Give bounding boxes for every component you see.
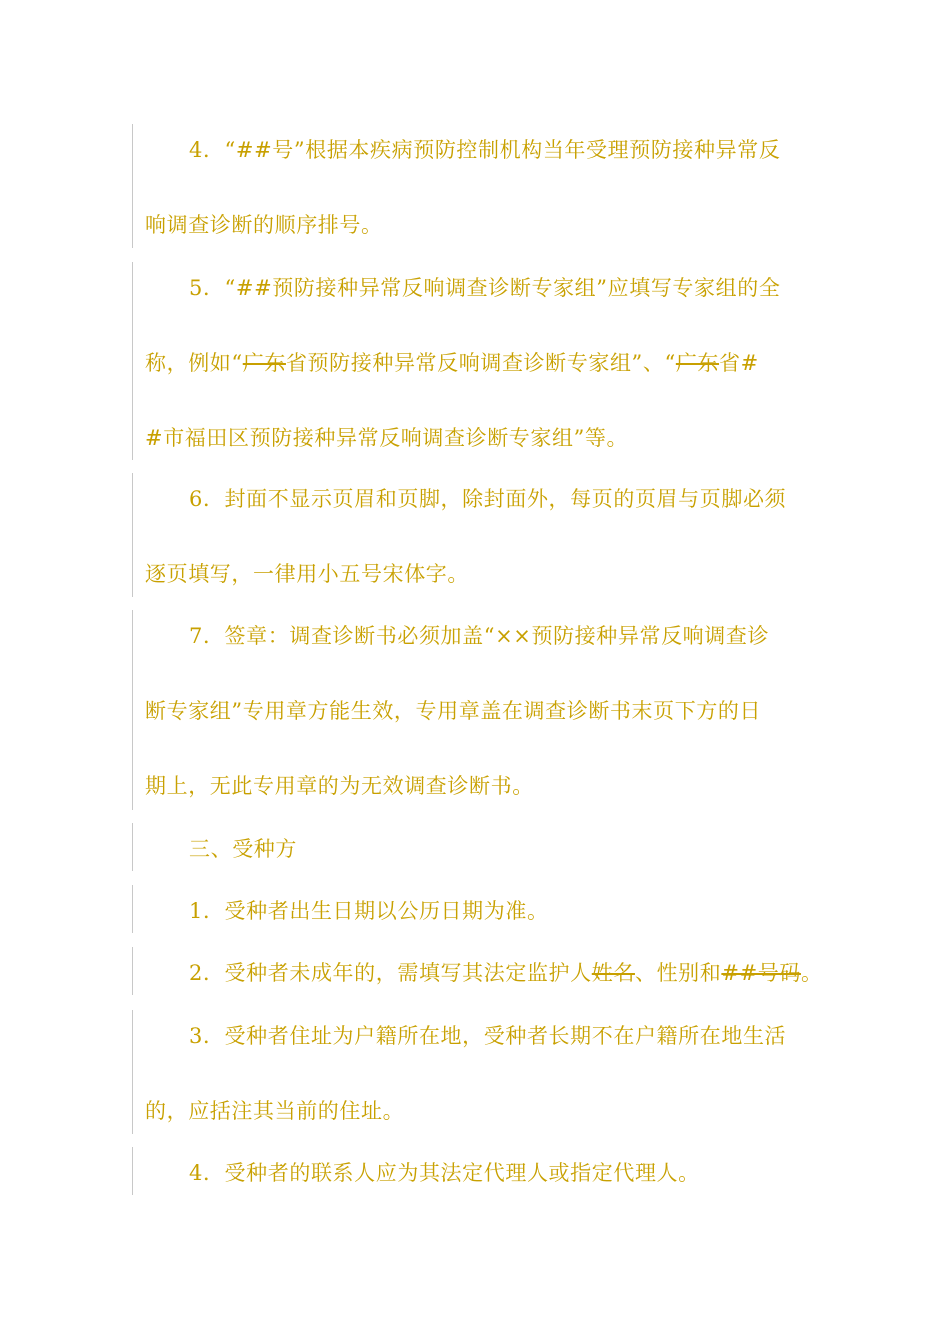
text-segment: 。 [800, 961, 823, 985]
text-segment: 、性别和 [634, 961, 722, 985]
text-line [145, 560, 469, 588]
text-segment: 省预防接种异常反响调查诊断专家组”、“ [285, 351, 676, 375]
text-segment: 1．受种者出生日期以公历日期为准。 [189, 899, 549, 923]
text-line [145, 697, 761, 725]
text-line [189, 274, 780, 302]
text-line [189, 897, 549, 925]
text-segment: 2．受种者未成年的，需填写其法定监护人 [189, 961, 592, 985]
deleted-text: 广东 [675, 351, 720, 375]
text-line [145, 349, 759, 377]
paragraph [132, 610, 822, 810]
text-segment: 响调查诊断的顺序排号。 [145, 213, 383, 237]
text-segment: 5．“##预防接种异常反响调查诊断专家组”应填写专家组的全 [189, 276, 781, 300]
text-line [145, 211, 383, 239]
text-segment: 期上，无此专用章的为无效调查诊断书。 [145, 774, 534, 798]
paragraph [132, 885, 822, 933]
text-line [145, 772, 534, 800]
text-line [189, 959, 823, 987]
text-segment: 4．受种者的联系人应为其法定代理人或指定代理人。 [189, 1161, 700, 1185]
paragraph [132, 823, 822, 871]
paragraph [132, 1147, 822, 1195]
paragraph [132, 473, 822, 597]
text-segment: 3．受种者住址为户籍所在地，受种者长期不在户籍所在地生活 [189, 1024, 787, 1048]
text-line [189, 1022, 786, 1050]
text-segment: 逐页填写，一律用小五号宋体字。 [145, 562, 469, 586]
paragraph [132, 947, 822, 995]
text-line [189, 622, 769, 650]
text-segment: #市福田区预防接种异常反响调查诊断专家组”等。 [145, 426, 629, 450]
text-line [189, 136, 780, 164]
text-line [145, 424, 628, 452]
paragraph [132, 262, 822, 460]
text-segment: 7．签章：调查诊断书必须加盖“××预防接种异常反响调查诊 [189, 624, 770, 648]
text-segment: 省# [719, 351, 759, 375]
text-segment: 6．封面不显示页眉和页脚，除封面外，每页的页眉与页脚必须 [189, 487, 787, 511]
deleted-text: 姓名 [591, 961, 635, 985]
text-line [189, 1159, 700, 1187]
text-segment: 三、受种方 [189, 837, 297, 861]
text-line [189, 835, 297, 863]
text-line [189, 485, 786, 513]
text-segment: 断专家组”专用章方能生效，专用章盖在调查诊断书末页下方的日 [145, 699, 762, 723]
paragraph [132, 1010, 822, 1134]
text-segment: 的，应括注其当前的住址。 [145, 1099, 405, 1123]
text-segment: 称，例如“ [145, 351, 243, 375]
paragraph [132, 124, 822, 248]
text-segment: 4．“##号”根据本疾病预防控制机构当年受理预防接种异常反 [189, 138, 781, 162]
deleted-text: 广东 [242, 351, 286, 375]
text-line [145, 1097, 404, 1125]
deleted-text: ##号码 [721, 961, 801, 985]
